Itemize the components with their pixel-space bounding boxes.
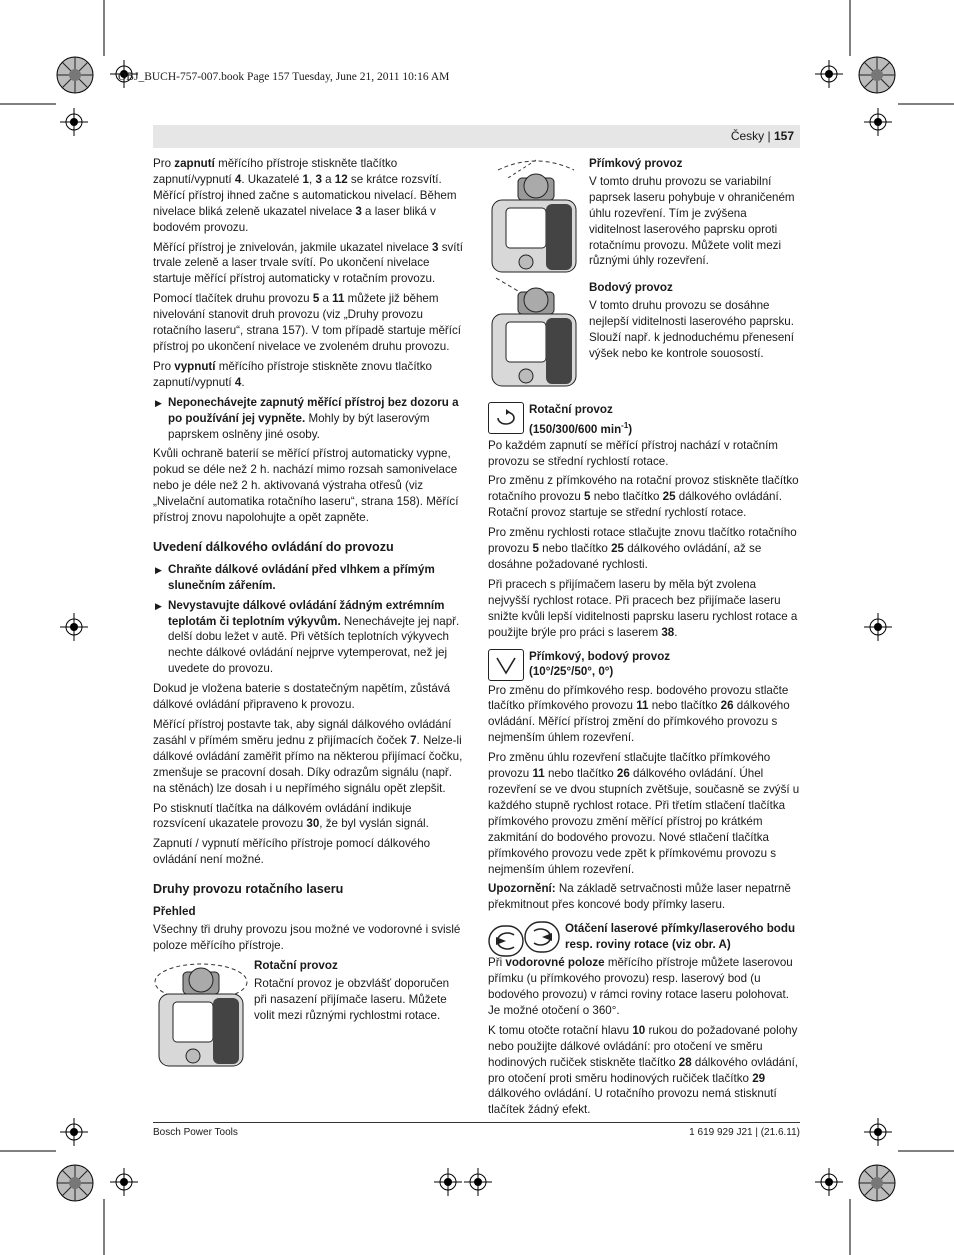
bullet-triangle-icon: ▶: [155, 564, 162, 575]
point-mode-block: [488, 280, 800, 400]
paragraph: Pro změnu rychlosti rotace stlačujte znovu tlačítko rotačního provozu 5 nebo tlačítko 25 dálkového ovládání, až se dosáhne požadované rychlosti.: [488, 526, 797, 572]
subheading: Přehled: [153, 905, 196, 919]
line-laser-illustration: [488, 156, 584, 280]
registration-mark-icon: [815, 1168, 843, 1196]
paragraph: Měřící přístroj postavte tak, aby signál dálkového ovládání zasáhl v přímém směru jednu z přijímacích čoček 7. Nelze-li dálkové ovládání zaměřit přímo na některou přijímací čočku, zmenšuje se pracovní dosah. Díky odrazům signálu (např. na stěnách) lze dosah i u nepřímého signálu opět zlepšit.: [153, 718, 463, 795]
paragraph: V tomto druhu provozu se variabilní paprsek laseru pohybuje v ohraničeném úhlu rozevření. Tím je zvýšena viditelnost laserového paprsku oproti rotačnímu provozu. Můžete volit mezi různými úhly rozevření.: [589, 174, 795, 268]
rotation-laser-illustration: [153, 958, 249, 1076]
paragraph: Dokud je vložena baterie s dostatečným napětím, zůstává dálkové ovládání připraveno k provozu.: [153, 682, 451, 712]
warning-bullet: ▶ Nevystavujte dálkové ovládání žádným extrémním teplotám či teplotním výkyvům. Nenechávejte jej např. delší dobu ležet v autě. Při větších teplotních výkyvech nechte dálkové ovládání nejprve vytemperovat, než jej uvedete do provozu.: [155, 598, 460, 676]
paragraph: Při pracech s přijímačem laseru by měla být zvolena nejvyšší rychlost rotace. Při pracech bez přijímače laseru snižte kvůli lepší viditelnosti paprsku laseru rychlost rotace a použijte brýle pro práci s laserem 38.: [488, 577, 798, 639]
paragraph: Upozornění: Na základě setrvačnosti může laser nepatrně překmitnout přes koncové body přímky laseru.: [488, 882, 791, 912]
paragraph: Po stisknutí tlačítka na dálkovém ovládání indikuje rozsvícení ukazatele provozu 30, že byl vyslán signál.: [153, 801, 429, 831]
paragraph: Pro vypnutí měřícího přístroje stiskněte znovu tlačítko zapnutí/vypnutí 4.: [153, 359, 433, 389]
registration-mark-icon: [110, 1168, 138, 1196]
page-header-band: Česky | 157: [153, 125, 800, 148]
print-header: OBJ_BUCH-757-007.book Page 157 Tuesday, June 21, 2011 10:16 AM: [118, 71, 450, 83]
registration-mark-icon: [60, 1118, 88, 1146]
paragraph: Pro změnu z přímkového na rotační provoz stiskněte tlačítko rotačního provozu 5 nebo tlačítko 25 dálkového ovládání. Rotační provoz startuje se střední rychlostí rotace.: [488, 474, 799, 520]
paragraph: K tomu otočte rotační hlavu 10 rukou do požadované polohy nebo použijte dálkové ovládání: pro otočení ve směru hodinových ručiček stiskněte tlačítko 28 dálkového ovládání, pro otočení proti směru hodinových ručiček tlačítko 29 dálkového ovládání. U rotačního provozu nemá stisknutí tlačítek žádný efekt.: [488, 1023, 799, 1117]
registration-mark-icon: [864, 1118, 892, 1146]
paragraph: Rotační provoz je obzvlášť doporučen při nasazení přijímače laseru. Můžete volit mezi různými rychlostmi rotace.: [254, 976, 450, 1022]
warning-bullet: ▶ Neponechávejte zapnutý měřící přístroj bez dozoru a po používání jej vypněte. Mohly by být laserovým paprskem oslněny jiné osoby.: [155, 395, 459, 441]
line-point-heading: Přímkový, bodový provoz (10°/25°/50°, 0°): [488, 649, 800, 683]
rotation-speed-heading: Rotační provoz (150/300/600 $\min^{-1}$): [488, 402, 800, 438]
color-wheel-icon: [55, 55, 95, 95]
bullet-triangle-icon: ▶: [155, 397, 162, 408]
paragraph: Kvůli ochraně baterií se měřící přístroj automaticky vypne, pokud se déle než 2 h. nachází mimo rozsah samonivelace nebo je déle než 2 h. aktivovaná výstraha otřesů (viz „Nivelační automatika rotačního laseru“, strana 158). Měřící přístroj znovu napolohujte a opět zapněte.: [153, 447, 459, 525]
paragraph: Pomocí tlačítek druhu provozu 5 a 11 můžete již během nivelování stanovit druh provozu (viz „Druhy provozu rotačního laseru“, strana 157). V tom případě startuje měřící přístroj po ukončení nivelace ve zvoleném druhu provozu.: [153, 292, 462, 353]
color-wheel-icon: [857, 1163, 897, 1203]
registration-mark-icon: [815, 60, 843, 88]
paragraph: Pro změnu úhlu rozevření stlačujte tlačítko přímkového provozu 11 nebo tlačítko 26 dálkového ovládání. Úhel rozevření se ve dvou stupních zvětšuje, současně se zvýší u každého stupně rychlost rotace. Při třetím stlačení tlačítka přímkového provozu změní měřící přístroj po krátkém zakmitání do bodového provozu. Nové stlačení tlačítka přímkového provozu vede zpět k přímkovému provozu s nejmenším úhlem rozevření.: [488, 751, 800, 876]
rotation-mode-icon: [488, 402, 524, 434]
subheading: Přímkový provoz: [589, 157, 683, 170]
section-heading: Druhy provozu rotačního laseru: [153, 882, 344, 897]
registration-mark-icon: [864, 613, 892, 641]
paragraph: Všechny tři druhy provozu jsou možné ve vodorovné i svislé poloze měřícího přístroje.: [153, 922, 461, 952]
section-heading: Uvedení dálkového ovládání do provozu: [153, 539, 394, 554]
subheading: Bodový provoz: [589, 281, 673, 294]
paragraph: V tomto druhu provozu se dosáhne nejlepší viditelnosti laserového paprsku. Slouží např. k jednoduchému přenesení výšek nebo ke kontrole souosostí.: [589, 298, 794, 360]
rotate-cw-icon: [524, 921, 560, 953]
registration-mark-icon: [434, 1168, 462, 1196]
color-wheel-icon: [55, 1163, 95, 1203]
page-number: 157: [773, 129, 794, 143]
footer-left: Bosch Power Tools: [153, 1127, 238, 1138]
paragraph: Pro zapnutí měřícího přístroje stiskněte tlačítko zapnutí/vypnutí 4. Ukazatelé 1, 3 a 12 se krátce rozsvítí. Měřící přístroj ihned začne s automatickou nivelací. Během nivelace bliká zeleně ukazatel nivelace 3 a laser bliká v bodovém provozu.: [153, 157, 457, 234]
registration-mark-icon: [60, 108, 88, 136]
registration-mark-icon: [60, 613, 88, 641]
subheading: Rotační provoz: [254, 958, 338, 972]
color-wheel-icon: [857, 55, 897, 95]
paragraph: Při vodorovné poloze měřícího přístroje můžete laserovou přímku (u přímkového provozu) resp. laserový bod (u bodového provozu) v rámci roviny rotace laseru polohovat. Je možné otočení o 360°.: [488, 956, 793, 1017]
registration-mark-icon: [864, 108, 892, 136]
point-laser-illustration: [488, 276, 584, 394]
footer-right: 1 619 929 J21 | (21.6.11): [689, 1127, 800, 1138]
registration-mark-icon: [464, 1168, 492, 1196]
rotate-ccw-icon: [488, 925, 524, 957]
paragraph: Po každém zapnutí se měřící přístroj nachází v rotačním provozu se střední rychlostí rotace.: [488, 438, 778, 468]
rotate-heading: Otáčení laserové přímky/laserového bodu resp. roviny rotace (viz obr. A): [488, 921, 800, 955]
paragraph: Zapnutí / vypnutí měřícího přístroje pomocí dálkového ovládání není možné.: [153, 837, 431, 867]
rotation-mode-block: [153, 958, 465, 1078]
footer-divider: [153, 1122, 800, 1123]
left-column: [153, 156, 465, 1078]
paragraph: Pro změnu do přímkového resp. bodového provozu stlačte tlačítko přímkového provozu 11 nebo tlačítko 26 dálkového ovládání. Měřící přístroj změní do přímkového provozu s nejmenším úhlem rozevření.: [488, 683, 790, 745]
line-mode-block: [488, 156, 800, 280]
paragraph: Měřící přístroj je znivelován, jakmile ukazatel nivelace 3 svítí trvale zeleně a laser trvale svítí. Po ukončení nivelace startuje měřící přístroj automaticky v rotačním provozu.: [153, 240, 463, 286]
line-point-mode-icon: [488, 649, 524, 681]
bullet-triangle-icon: ▶: [155, 600, 162, 611]
language-label: Česky: [730, 129, 765, 143]
right-column: [488, 156, 800, 1122]
warning-bullet: ▶ Chraňte dálkové ovládání před vlhkem a přímým slunečním zářením.: [155, 562, 435, 592]
